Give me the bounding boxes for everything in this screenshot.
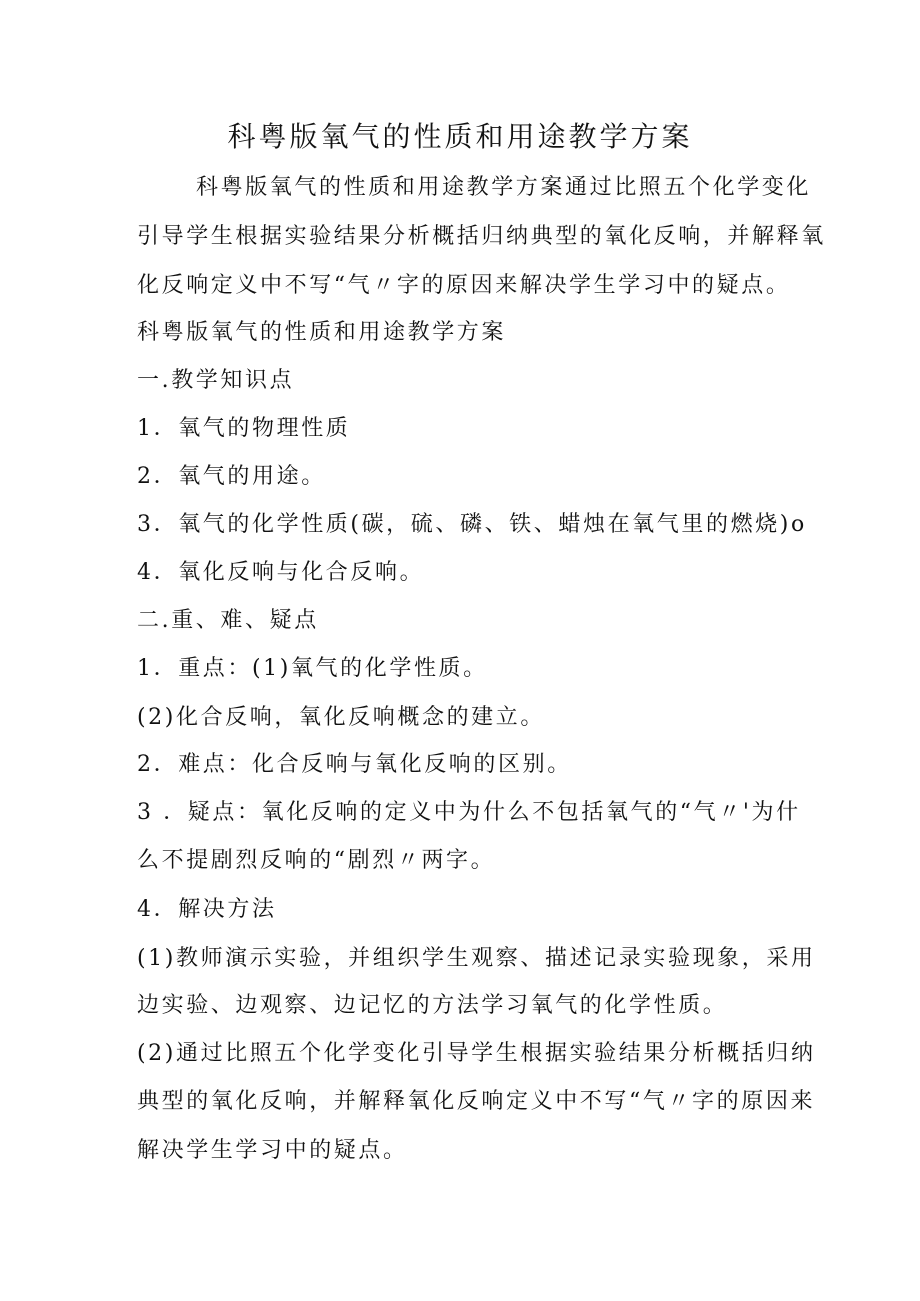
list-item: 1．氧气的物理性质 — [137, 416, 351, 441]
list-item: 1．重点：(1)氧气的化学性质。 — [137, 656, 488, 681]
list-item: (2)通过比照五个化学变化引导学生根据实验结果分析概括归纳 — [137, 1041, 816, 1066]
paragraph-line: 边实验、边观察、边记忆的方法学习氧气的化学性质。 — [137, 993, 728, 1018]
paragraph-line: 科粤版氧气的性质和用途教学方案通过比照五个化学变化 — [196, 175, 812, 200]
paragraph-line: 典型的氧化反响，并解释氧化反响定义中不写“气〃字的原因来 — [137, 1089, 816, 1114]
section-heading: 二.重、难、疑点 — [137, 608, 319, 633]
paragraph-line: 引导学生根据实验结果分析概括归纳典型的氧化反响，并解释氧 — [137, 224, 826, 249]
list-item: 4．解决方法 — [137, 897, 277, 922]
list-item: 4．氧化反响与化合反响。 — [137, 560, 425, 585]
paragraph-line: 化反响定义中不写“气〃字的原因来解决学生学习中的疑点。 — [137, 273, 791, 298]
list-item: 2．氧气的用途。 — [137, 464, 326, 489]
paragraph-line: 解决学生学习中的疑点。 — [137, 1138, 408, 1163]
list-item: 3．氧气的化学性质(碳，硫、磷、铁、蜡烛在氧气里的燃烧)o — [137, 512, 807, 537]
paragraph-line: 么不提剧烈反响的“剧烈〃两字。 — [137, 848, 496, 873]
list-item: (2)化合反响，氧化反响概念的建立。 — [137, 705, 545, 730]
document-title: 科粤版氧气的性质和用途教学方案 — [227, 120, 693, 153]
list-item: 2．难点：化合反响与氧化反响的区别。 — [137, 752, 572, 777]
list-item: (1)教师演示实验，并组织学生观察、描述记录实验现象，采用 — [137, 946, 816, 971]
section-heading: 一.教学知识点 — [137, 368, 295, 393]
list-item: 3 ．疑点：氧化反响的定义中为什么不包括氧气的“气〃'为什 — [137, 800, 801, 825]
subtitle-line: 科粤版氧气的性质和用途教学方案 — [137, 320, 507, 345]
